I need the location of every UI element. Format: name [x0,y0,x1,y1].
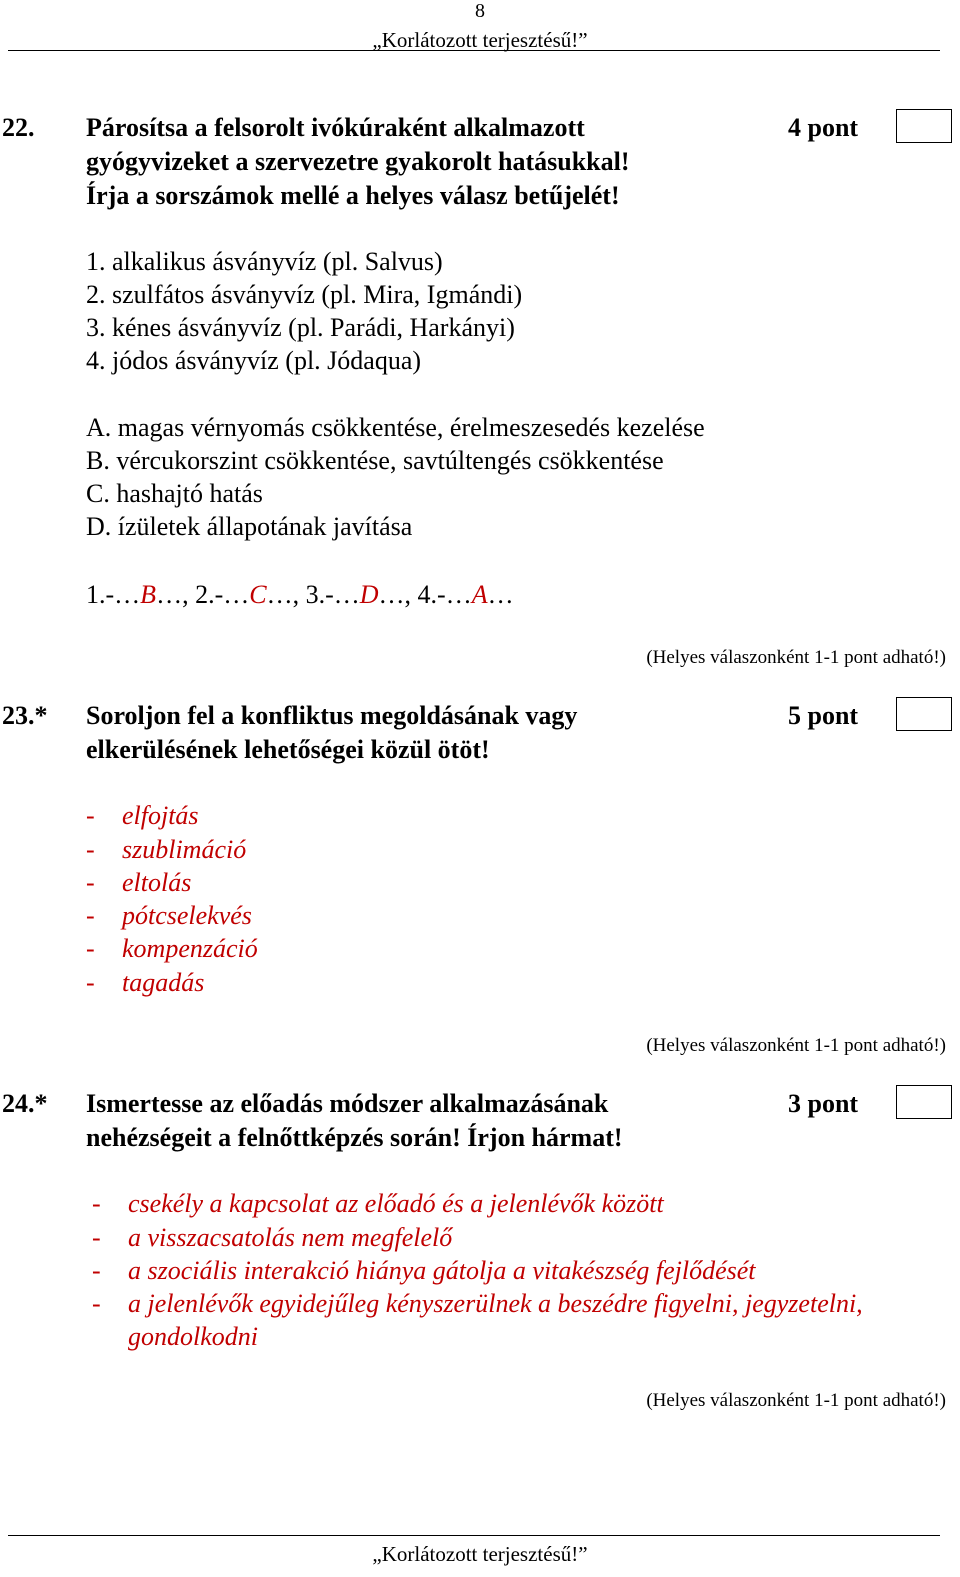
points-label: 5 pont [788,701,859,730]
answer-separator: …, 2.-… [156,580,250,609]
list-dash: - [92,1256,101,1285]
answer-prefix: 1.-… [86,580,141,609]
answer-letter: A [471,580,488,609]
list-dash: - [92,1223,101,1252]
footer-rule [8,1535,940,1536]
list-dash: - [92,1289,101,1318]
scoring-note: (Helyes válaszonként 1-1 pont adható!) [646,1390,946,1411]
answer-letter: C [249,580,267,609]
page-number: 8 [475,0,485,22]
question-number: 24.* [2,1089,48,1118]
list-dash: - [86,968,95,997]
scoring-note: (Helyes válaszonként 1-1 pont adható!) [646,1035,946,1056]
question-title-line: Soroljon fel a konfliktus megoldásának vagy [86,701,578,730]
question-title-line: Írja a sorszámok mellé a helyes válasz betűjelét! [86,181,620,210]
answer-separator: …, 3.-… [266,580,360,609]
header-rule [8,50,940,51]
points-label: 4 pont [788,113,859,142]
answer-item: a szociális interakció hiánya gátolja a vitakészség fejlődését [128,1256,756,1285]
answer-item: elfojtás [122,801,199,830]
answer-item: tagadás [122,968,205,997]
answer-item: szublimáció [122,835,247,864]
footer-restriction-notice: „Korlátozott terjesztésű!” [372,1542,588,1566]
header-restriction-notice: „Korlátozott terjesztésű!” [372,28,588,52]
answer-letter: B [140,580,157,609]
list-dash: - [86,868,95,897]
answer-line [86,580,514,610]
question-number: 22. [2,113,35,142]
question-title-line: Ismertesse az előadás módszer alkalmazásának [86,1089,609,1118]
answer-item: csekély a kapcsolat az előadó és a jelenlévők között [128,1189,664,1218]
answer-item: a visszacsatolás nem megfelelő [128,1223,453,1252]
scoring-note: (Helyes válaszonként 1-1 pont adható!) [646,647,946,668]
answer-item: pótcselekvés [122,901,252,930]
lettered-item: D. ízületek állapotának javítása [86,512,413,541]
lettered-item: C. hashajtó hatás [86,479,263,508]
score-box[interactable] [896,697,952,731]
score-box[interactable] [896,109,952,143]
answer-separator: …, 4.-… [378,580,472,609]
list-dash: - [86,801,95,830]
lettered-item: B. vércukorszint csökkentése, savtúltengés csökkentése [86,446,664,475]
question-title-line: elkerülésének lehetőségei közül ötöt! [86,735,490,764]
numbered-item: 1. alkalikus ásványvíz (pl. Salvus) [86,247,443,276]
list-dash: - [86,835,95,864]
list-dash: - [86,934,95,963]
score-box[interactable] [896,1085,952,1119]
question-title-line: nehézségeit a felnőttképzés során! Írjon hármat! [86,1123,623,1152]
question-title-line: Párosítsa a felsorolt ivókúraként alkalmazott [86,113,585,142]
lettered-item: A. magas vérnyomás csökkentése, érelmeszesedés kezelése [86,413,705,442]
list-dash: - [92,1189,101,1218]
points-label: 3 pont [788,1089,859,1118]
answer-item: a jelenlévők egyidejűleg kényszerülnek a beszédre figyelni, jegyzetelni, [128,1289,863,1318]
numbered-item: 3. kénes ásványvíz (pl. Parádi, Harkányi) [86,313,515,342]
answer-item: eltolás [122,868,192,897]
question-number: 23.* [2,701,48,730]
list-dash: - [86,901,95,930]
answer-item-continuation: gondolkodni [128,1322,258,1351]
numbered-item: 2. szulfátos ásványvíz (pl. Mira, Igmándi) [86,280,523,309]
answer-letter: D [359,580,379,609]
answer-suffix: … [487,580,514,609]
answer-item: kompenzáció [122,934,258,963]
question-title-line: gyógyvizeket a szervezetre gyakorolt hatásukkal! [86,147,630,176]
numbered-item: 4. jódos ásványvíz (pl. Jódaqua) [86,346,422,375]
